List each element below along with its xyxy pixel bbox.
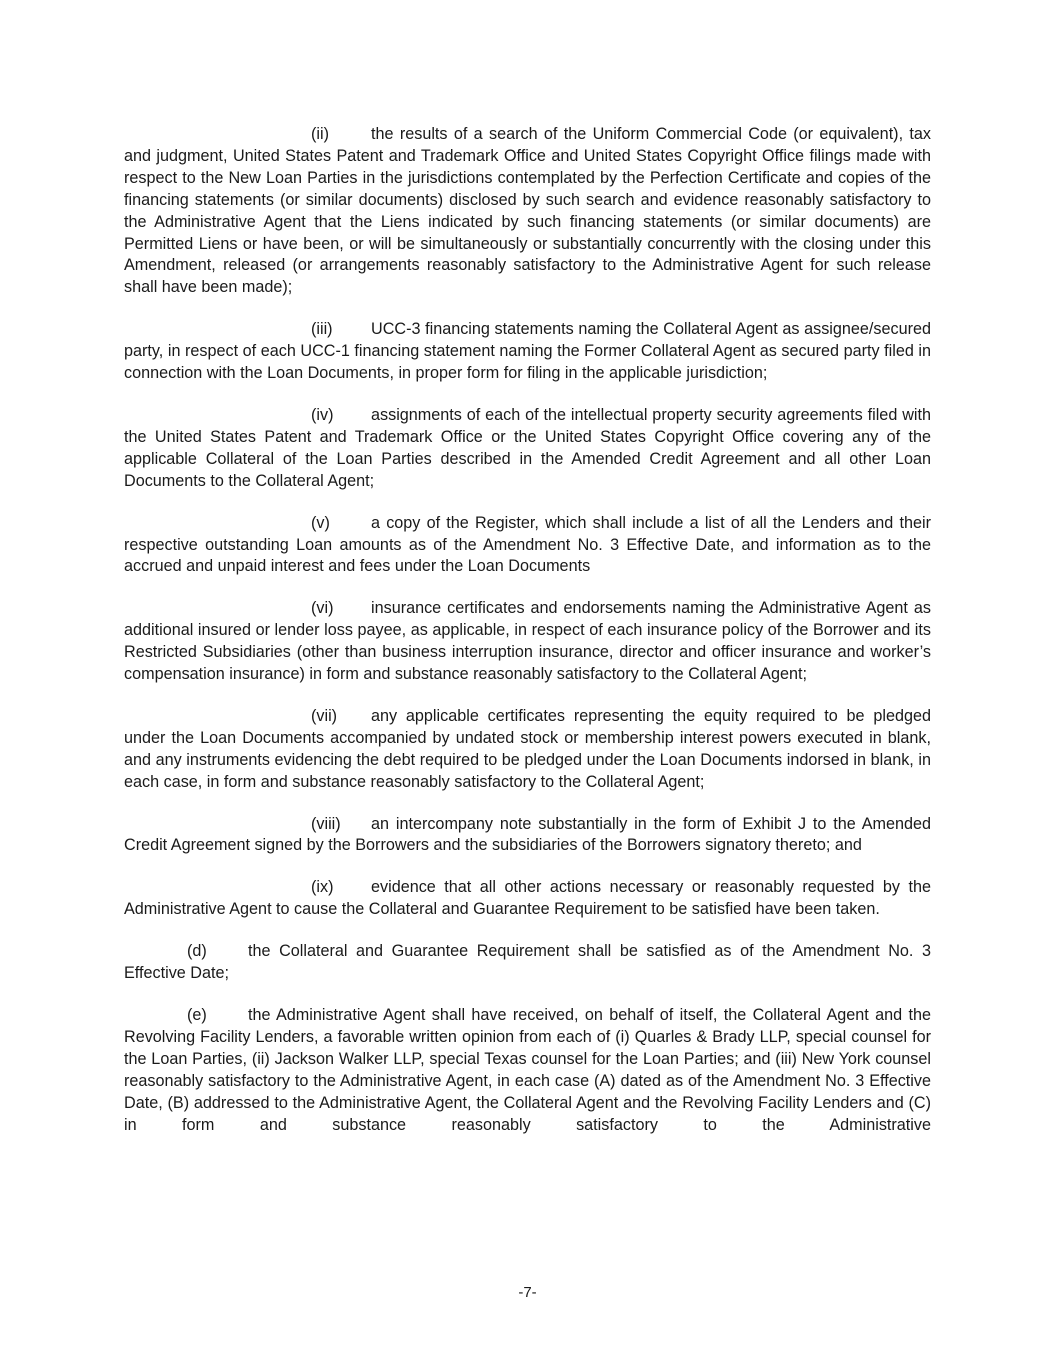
document-body <box>124 124 931 1156</box>
clause-vi <box>124 598 931 686</box>
page-number: -7- <box>518 1284 537 1301</box>
clause-text: the Collateral and Guarantee Requirement shall be satisfied as of the Amendment No. 3 Effective Date; <box>124 942 931 983</box>
clause-text: the results of a search of the Uniform Commercial Code (or equivalent), tax and judgment, United States Patent and Trademark Office and United States Copyright Office filings made with respect to the New Loan Parties in the jurisdictions contemplated by the Perfection Certificate and copies of the financing statements (or similar documents) disclosed by such search and evidence reasonably satisfactory to the Administrative Agent that the Liens indicated by such financing statements (or similar documents) are Permitted Liens or have been, or will be simultaneously or substantially concurrently with the closing under this Amendment, released (or arrangements reasonably satisfactory to the Administrative Agent for such release shall have been made); <box>124 125 931 297</box>
clause-label: (vii) <box>311 706 338 725</box>
clause-text: the Administrative Agent shall have received, on behalf of itself, the Collateral Agent and the Revolving Facility Lenders, a favorable written opinion from each of (i) Quarles & Brady LLP, special counsel for the Loan Parties, (ii) Jackson Walker LLP, special Texas counsel for the Loan Parties; and (iii) New York counsel reasonably satisfactory to the Administrative Agent, in each case (A) dated as of the Amendment No. 3 Effective Date, (B) addressed to the Administrative Agent, the Collateral Agent and the Revolving Facility Lenders and (C) in form and substance reasonably satisfactory to the Administrative <box>124 1006 931 1134</box>
clause-label: (iv) <box>311 405 334 424</box>
clause-text: evidence that all other actions necessary or reasonably requested by the Administrative Agent to cause the Collateral and Guarantee Requirement to be satisfied have been taken. <box>124 878 931 919</box>
clause-d <box>124 941 931 985</box>
clause-label: (iii) <box>311 320 333 339</box>
clause-vii <box>124 706 931 794</box>
clause-iii <box>124 319 931 385</box>
clause-text: an intercompany note substantially in the form of Exhibit J to the Amended Credit Agreement signed by the Borrowers and the subsidiaries of the Borrowers signatory thereto; and <box>124 814 931 855</box>
clause-label: (ix) <box>311 878 334 897</box>
clause-e <box>124 1005 931 1136</box>
clause-label: (vi) <box>311 599 334 618</box>
clause-text: insurance certificates and endorsements naming the Administrative Agent as additional insured or lender loss payee, as applicable, in respect of each insurance policy of the Borrower and its Restricted Subsidiaries (other than business interruption insurance, director and officer insurance and worker’s compensation insurance) in form and substance reasonably satisfactory to the Collateral Agent; <box>124 599 931 684</box>
clause-text: any applicable certificates representing the equity required to be pledged under the Loan Documents accompanied by undated stock or membership interest powers executed in blank, and any instruments evidencing the debt required to be pledged under the Loan Documents indorsed in blank, in each case, in form and substance reasonably satisfactory to the Collateral Agent; <box>124 706 931 791</box>
clause-label: (viii) <box>311 814 341 833</box>
clause-label: (ii) <box>311 125 329 143</box>
clause-text: a copy of the Register, which shall include a list of all the Lenders and their respective outstanding Loan amounts as of the Amendment No. 3 Effective Date, and information as to the accrued and unpaid interest and fees under the Loan Documents <box>124 513 931 576</box>
clause-v <box>124 513 931 579</box>
clause-label: (d) <box>187 942 207 961</box>
clause-label: (e) <box>187 1006 207 1024</box>
clause-viii <box>124 814 931 858</box>
clause-label: (v) <box>311 513 330 532</box>
clause-ix <box>124 877 931 921</box>
clause-iv <box>124 405 931 493</box>
clause-text: assignments of each of the intellectual property security agreements filed with the United States Patent and Trademark Office or the United States Copyright Office covering any of the applicable Collateral of the Loan Parties described in the Amended Credit Agreement and all other Loan Documents to the Collateral Agent; <box>124 405 931 490</box>
clause-text: UCC-3 financing statements naming the Collateral Agent as assignee/secured party, in respect of each UCC-1 financing statement naming the Former Collateral Agent as secured party filed in connection with the Loan Documents, in proper form for filing in the applicable jurisdiction; <box>124 320 931 383</box>
clause-ii <box>124 124 931 299</box>
